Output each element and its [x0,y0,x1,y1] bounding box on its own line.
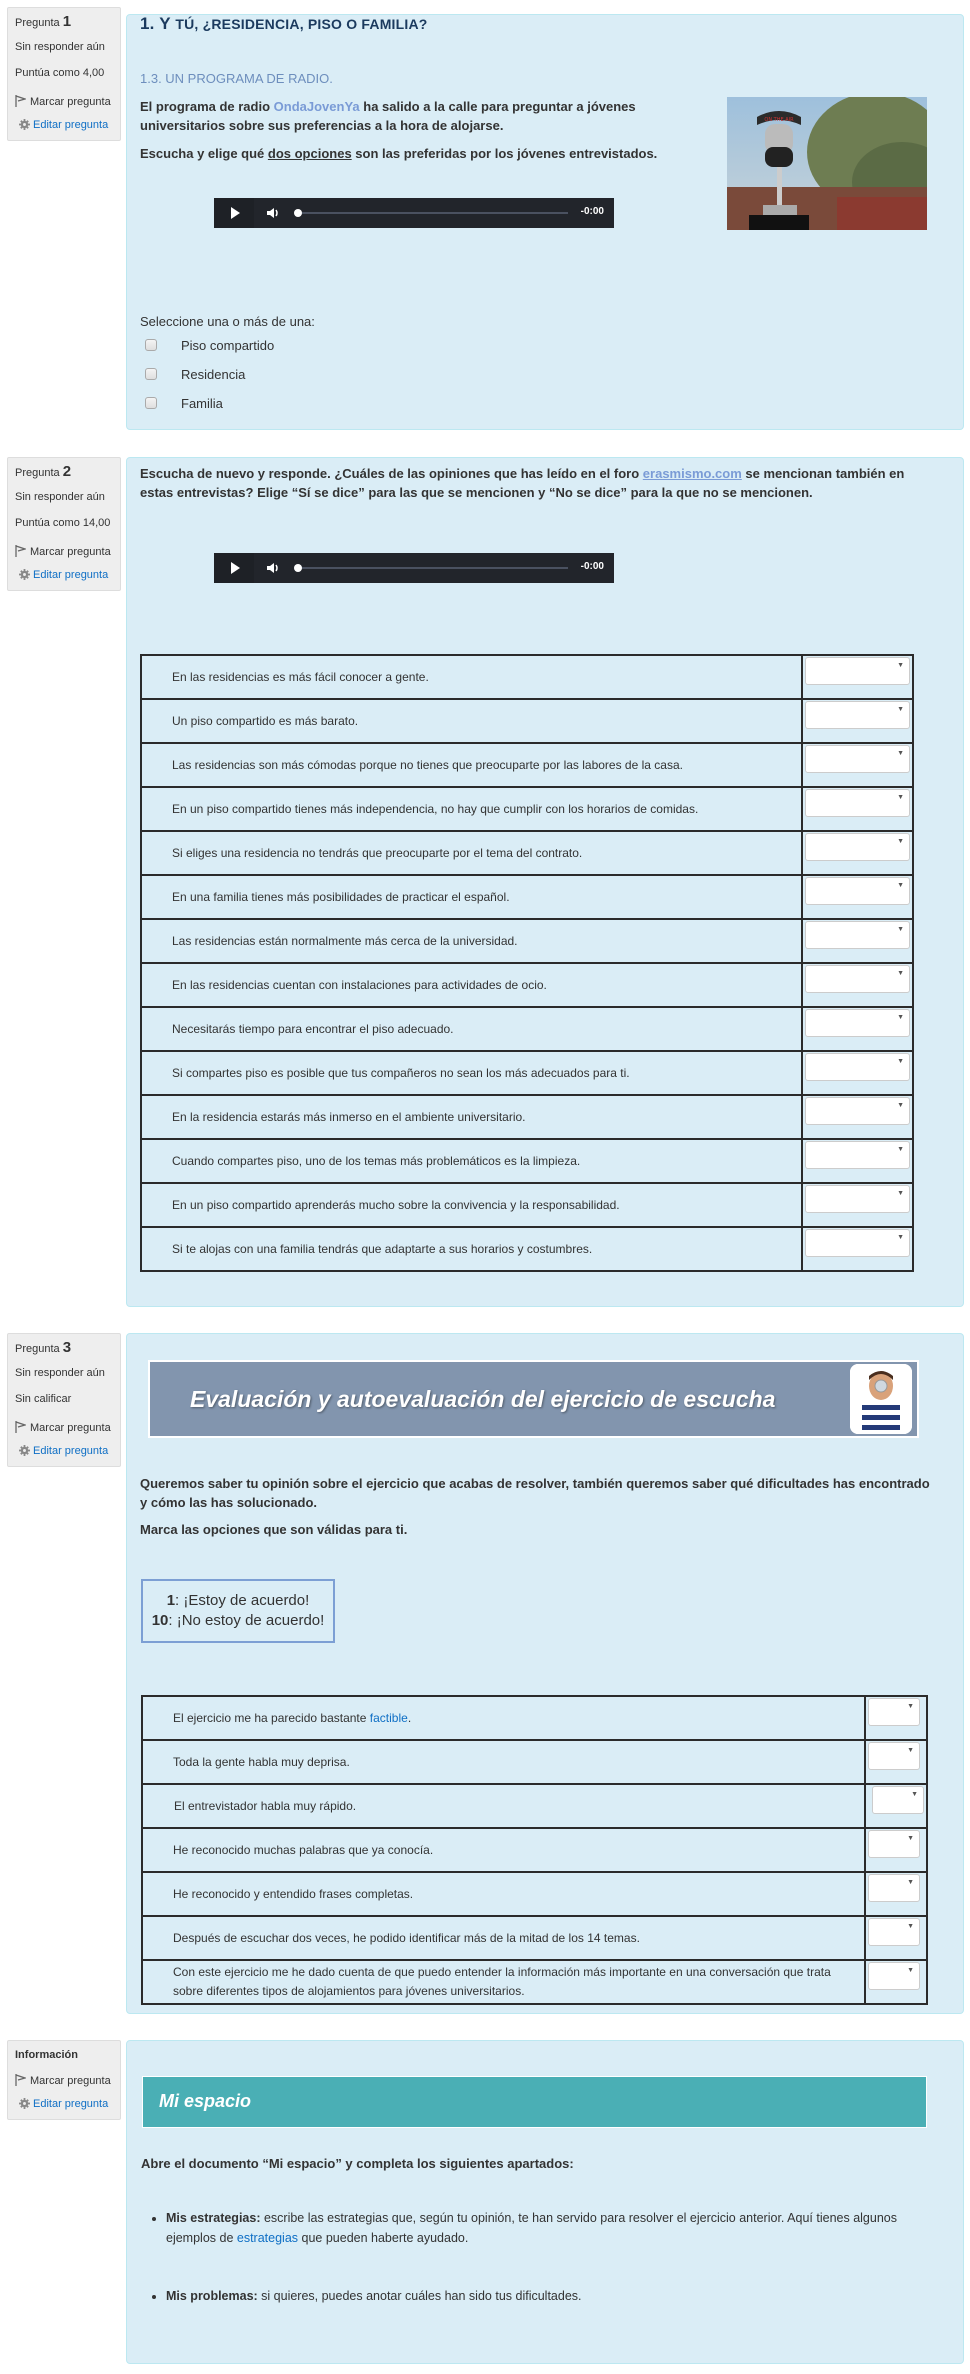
table-row [141,963,913,1007]
rating-select[interactable] [872,1786,924,1814]
answer-cell [802,1051,913,1095]
answer-select[interactable] [805,1009,910,1037]
edit-question-link[interactable]: Editar pregunta [15,2097,113,2111]
answer-cell [802,1227,913,1271]
table-row [141,699,913,743]
table-row [141,655,913,699]
rating-cell [865,1696,927,1740]
mi-espacio-header: Mi espacio [142,2076,927,2128]
answer-cell [802,1183,913,1227]
table-row [142,1696,927,1740]
self-evaluation-table [141,1695,928,2005]
rating-select[interactable] [868,1962,920,1990]
checkbox[interactable] [145,339,157,351]
table-row [141,1183,913,1227]
flag-icon [15,545,26,557]
answer-cell [802,1095,913,1139]
statement-text: En una familia tienes más posibilidades de practicar el español. [141,875,802,919]
banner-title: Evaluación y autoevaluación del ejercicio de escucha [190,1386,776,1412]
question-info-2 [7,457,121,591]
rating-select[interactable] [868,1918,920,1946]
table-row [141,831,913,875]
estrategias-link[interactable]: estrategias [236,2231,299,2245]
bullet-estrategias: • Mis estrategias: escribe las estrategias que, según tu opinión, te han servido para resolver el ejercicio anterior. Aquí tienes algunos ejemplos de estrategias que pueden haberte ayudado. [166,2208,906,2248]
flag-question-button[interactable]: Marcar pregunta [15,2071,113,2091]
statement-text: Necesitarás tiempo para encontrar el piso adecuado. [141,1007,802,1051]
bullet-list-2 [166,2286,906,2306]
flag-question-button[interactable]: Marcar pregunta [15,1418,113,1438]
table-row [141,1051,913,1095]
forum-link[interactable]: erasmismo.com [642,466,742,481]
table-row [141,1139,913,1183]
evaluation-banner [148,1360,919,1438]
question-title: 1. Y TÚ, ¿RESIDENCIA, PISO O FAMILIA? [140,14,428,33]
answer-cell [802,699,913,743]
rating-select[interactable] [868,1830,920,1858]
information-intro: Abre el documento “Mi espacio” y completa los siguientes apartados: [141,2156,574,2171]
information-label: Información [15,2049,78,2061]
question-intro: El programa de radio OndaJovenYa ha salido a la calle para preguntar a jóvenes universitarios sobre sus preferencias a la hora de alojarse. [140,99,636,133]
checkbox[interactable] [145,397,157,409]
edit-question-link[interactable]: Editar pregunta [15,1444,113,1458]
question-number: Pregunta 3 [15,1339,72,1356]
statement-text: Toda la gente habla muy deprisa. [142,1740,865,1784]
table-row [141,1227,913,1271]
flag-icon [15,1421,26,1433]
table-row [141,875,913,919]
audio-progress-track[interactable] [298,212,568,214]
audio-player-2 [214,553,614,583]
question-number: Pregunta 2 [15,463,72,480]
rating-cell [865,1916,927,1960]
statement-text: En las residencias cuentan con instalaciones para actividades de ocio. [141,963,802,1007]
answer-select[interactable] [805,1141,910,1169]
play-button[interactable] [214,553,254,583]
table-row [141,1007,913,1051]
gear-icon [19,569,30,580]
statement-text: Cuando compartes piso, uno de los temas más problemáticos es la limpieza. [141,1139,802,1183]
answer-select[interactable] [805,745,910,773]
question-grade: Puntúa como 14,00 [15,517,111,529]
question-instruction: Escucha y elige qué dos opciones son las preferidas por los jóvenes entrevistados. [140,146,658,161]
radio-program-link[interactable]: OndaJovenYa [273,99,360,114]
rating-cell [865,1872,927,1916]
question-subtitle: 1.3. UN PROGRAMA DE RADIO. [140,71,333,86]
edit-question-link[interactable]: Editar pregunta [15,118,113,132]
question-instruction: Marca las opciones que son válidas para ti. [140,1522,408,1537]
question-text: Escucha de nuevo y responde. ¿Cuáles de las opiniones que has leído en el foro erasmismo.com se mencionan también en estas entrevistas? Elige “Sí se dice” para las que se mencionen y “No se dice” para la que no se mencionen. [140,466,905,500]
flag-question-button[interactable]: Marcar pregunta [15,92,113,112]
table-row [141,787,913,831]
rating-select[interactable] [868,1874,920,1902]
table-row [142,1784,927,1828]
answer-cell [802,963,913,1007]
svg-text:ON THE AIR: ON THE AIR [764,117,794,123]
statement-text: El ejercicio me ha parecido bastante factible. [142,1696,865,1740]
question-status: Sin responder aún [15,41,105,53]
child-magnifier-image [850,1364,912,1434]
edit-question-link[interactable]: Editar pregunta [15,568,113,582]
answer-select[interactable] [805,1053,910,1081]
answer-select[interactable] [805,1185,910,1213]
question-grade: Puntúa como 4,00 [15,67,105,79]
answer-select[interactable] [805,1097,910,1125]
answer-cell [802,743,913,787]
select-prompt: Seleccione una o más de una: [140,314,315,329]
question-status: Sin responder aún [15,491,105,503]
microphone-image [727,97,927,230]
statement-text: He reconocido muchas palabras que ya conocía. [142,1828,865,1872]
answer-select[interactable] [805,877,910,905]
answer-cell [802,1139,913,1183]
audio-time: -0:00 [580,206,604,217]
statement-text: Si compartes piso es posible que tus compañeros no sean los más adecuados para ti. [141,1051,802,1095]
rating-cell [865,1960,927,2004]
bullet-problemas: • Mis problemas: si quieres, puedes anotar cuáles han sido tus dificultades. [166,2286,906,2306]
rating-cell [865,1828,927,1872]
answer-select[interactable] [805,965,910,993]
statement-text: He reconocido y entendido frases completas. [142,1872,865,1916]
statement-text: Las residencias son más cómodas porque no tienes que preocuparte por las labores de la casa. [141,743,802,787]
statement-text: Con este ejercicio me he dado cuenta de que puedo entender la información más importante en una conversación que trata sobre diferentes tipos de alojamientos para jóvenes universitarios. [142,1960,865,2004]
statement-text: El entrevistador habla muy rápido. [142,1784,865,1828]
information-info [7,2040,121,2120]
flag-question-button[interactable]: Marcar pregunta [15,542,113,562]
table-row [141,919,913,963]
checkbox[interactable] [145,368,157,380]
play-button[interactable] [214,198,254,228]
answer-select[interactable] [805,701,910,729]
table-row [142,1740,927,1784]
statement-text: Si te alojas con una familia tendrás que adaptarte a sus horarios y costumbres. [141,1227,802,1271]
flag-icon [15,2074,26,2086]
audio-time: -0:00 [580,561,604,572]
scale-legend: 1: ¡Estoy de acuerdo! 10: ¡No estoy de acuerdo! [141,1579,335,1643]
table-row [142,1872,927,1916]
answer-cell [802,875,913,919]
question-status: Sin responder aún [15,1367,105,1379]
audio-progress-handle[interactable] [294,209,302,217]
factible-link[interactable]: factible [369,1710,408,1725]
audio-progress-handle[interactable] [294,564,302,572]
statement-text: En un piso compartido tienes más independencia, no hay que cumplir con los horarios de comidas. [141,787,802,831]
flag-icon [15,95,26,107]
audio-progress-track[interactable] [298,567,568,569]
statement-text: Un piso compartido es más barato. [141,699,802,743]
rating-select[interactable] [868,1698,920,1726]
question-info-1 [7,7,121,141]
matching-table [140,654,914,1272]
answer-cell [802,919,913,963]
statement-text: En la residencia estarás más inmerso en el ambiente universitario. [141,1095,802,1139]
answer-select[interactable] [805,833,910,861]
question-text: Queremos saber tu opinión sobre el ejercicio que acabas de resolver, también queremos saber qué dificultades has encontrado y cómo las has solucionado. [140,1476,930,1510]
rating-cell [865,1784,927,1828]
statement-text: En un piso compartido aprenderás mucho sobre la convivencia y la responsabilidad. [141,1183,802,1227]
statement-text: Después de escuchar dos veces, he podido identificar más de la mitad de los 14 temas. [142,1916,865,1960]
volume-icon[interactable] [266,206,280,220]
table-row [142,1916,927,1960]
question-grade: Sin calificar [15,1393,72,1405]
statement-text: Las residencias están normalmente más cerca de la universidad. [141,919,802,963]
gear-icon [19,119,30,130]
answer-cell [802,787,913,831]
statement-text: En las residencias es más fácil conocer a gente. [141,655,802,699]
rating-select[interactable] [868,1742,920,1770]
bullet-list [166,2208,906,2248]
answer-cell [802,831,913,875]
audio-player-1 [214,198,614,228]
answer-select[interactable] [805,789,910,817]
table-row [141,1095,913,1139]
volume-icon[interactable] [266,561,280,575]
gear-icon [19,2098,30,2109]
rating-cell [865,1740,927,1784]
question-info-3 [7,1333,121,1467]
table-row [142,1828,927,1872]
answer-select[interactable] [805,1229,910,1257]
answer-cell [802,1007,913,1051]
table-row [142,1960,927,2004]
answer-select[interactable] [805,921,910,949]
answer-select[interactable] [805,657,910,685]
statement-text: Si eliges una residencia no tendrás que preocuparte por el tema del contrato. [141,831,802,875]
question-number: Pregunta 1 [15,13,72,30]
answer-cell [802,655,913,699]
table-row [141,743,913,787]
gear-icon [19,1445,30,1456]
